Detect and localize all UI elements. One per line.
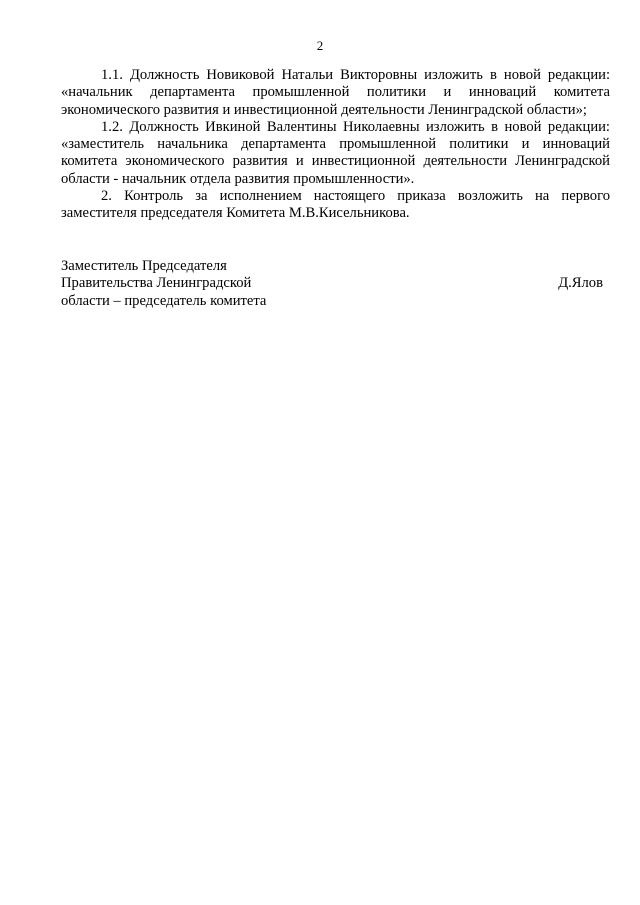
signatory-title-line-1: Заместитель Председателя: [61, 258, 227, 274]
signatory-name: Д.Ялов: [558, 275, 603, 292]
page-number: 2: [316, 38, 324, 53]
paragraph-1-2: 1.2. Должность Ивкиной Валентины Николаевны изложить в новой редакции: «заместитель начальника департамента промышленной политики и инноваций комитета экономического развития и инвестиционной деятельности Ленинградской области - начальник отдела развития промышленности».: [61, 118, 610, 187]
signatory-title-line-2: Правительства Ленинградской: [61, 275, 252, 292]
signatory-title-line-3: области – председатель комитета: [61, 292, 267, 309]
paragraph-1-1: 1.1. Должность Новиковой Натальи Викторовны изложить в новой редакции: «начальник департамента промышленной политики и инноваций комитета экономического развития и инвестиционной деятельности Ленинградской области»;: [61, 67, 610, 118]
paragraph-2: 2. Контроль за исполнением настоящего приказа возложить на первого заместителя председателя Комитета М.В.Кисельникова.: [61, 188, 610, 222]
document-body: [61, 67, 610, 223]
signature-block: [61, 258, 610, 310]
